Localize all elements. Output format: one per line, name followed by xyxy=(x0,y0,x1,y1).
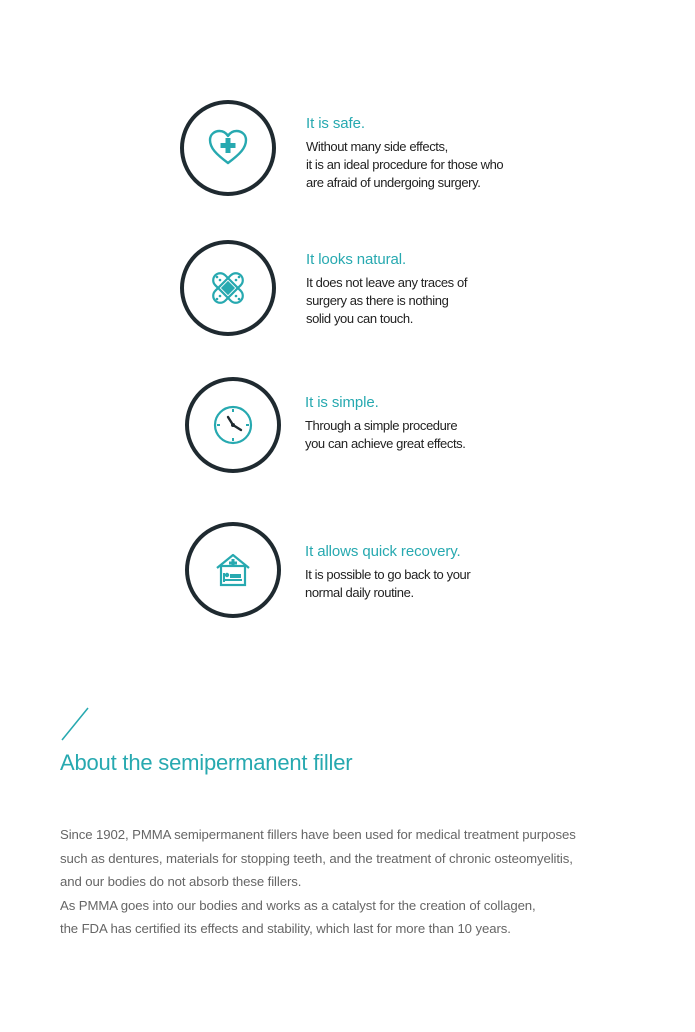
feature-description-line: Without many side effects, xyxy=(306,139,448,154)
clock-icon xyxy=(211,403,255,447)
feature-description-line: are afraid of undergoing surgery. xyxy=(306,175,481,190)
crossed-bandage-icon xyxy=(206,266,250,310)
feature-description xyxy=(305,417,465,453)
about-paragraph-line: such as dentures, materials for stopping teeth, and the treatment of chronic osteomyelitis, xyxy=(60,850,573,866)
about-paragraph-line: Since 1902, PMMA semipermanent fillers have been used for medical treatment purposes xyxy=(60,827,576,842)
feature-safe-text xyxy=(306,114,503,192)
feature-description-line: It is possible to go back to your xyxy=(305,567,471,582)
heart-plus-icon xyxy=(206,126,250,170)
feature-safe-circle xyxy=(180,100,276,196)
feature-description-line: It does not leave any traces of xyxy=(306,275,468,290)
feature-title: It is simple. xyxy=(305,394,379,411)
feature-simple-circle xyxy=(185,377,281,473)
feature-description-line: Through a simple procedure xyxy=(305,418,458,433)
feature-description-line: surgery as there is nothing xyxy=(306,293,449,308)
feature-title: It is safe. xyxy=(306,115,365,132)
feature-simple xyxy=(0,377,695,487)
feature-recovery-text xyxy=(305,542,470,602)
feature-natural-circle xyxy=(180,240,276,336)
feature-natural xyxy=(0,240,695,350)
feature-description xyxy=(305,566,470,602)
feature-recovery-circle xyxy=(185,522,281,618)
about-paragraph xyxy=(60,823,660,941)
feature-title: It looks natural. xyxy=(306,251,407,268)
feature-natural-text xyxy=(306,250,467,328)
about-paragraph-line: As PMMA goes into our bodies and works as a catalyst for the creation of collagen, xyxy=(60,897,536,913)
feature-simple-text xyxy=(305,393,465,453)
feature-recovery xyxy=(0,522,695,632)
slash-divider xyxy=(60,706,92,742)
feature-description xyxy=(306,274,467,328)
feature-safe xyxy=(0,100,695,210)
feature-title: It allows quick recovery. xyxy=(305,543,461,560)
section-title: About the semipermanent filler xyxy=(60,750,353,775)
feature-description-line: it is an ideal procedure for those who xyxy=(306,157,504,172)
home-recovery-icon xyxy=(211,548,255,592)
feature-description-line: you can achieve great effects. xyxy=(305,436,466,451)
about-paragraph-line: and our bodies do not absorb these fillers. xyxy=(60,874,302,889)
feature-description-line: normal daily routine. xyxy=(305,585,414,600)
feature-description xyxy=(306,138,503,192)
feature-description-line: solid you can touch. xyxy=(306,311,413,326)
about-paragraph-line: the FDA has certified its effects and stability, which last for more than 10 years. xyxy=(60,921,511,936)
